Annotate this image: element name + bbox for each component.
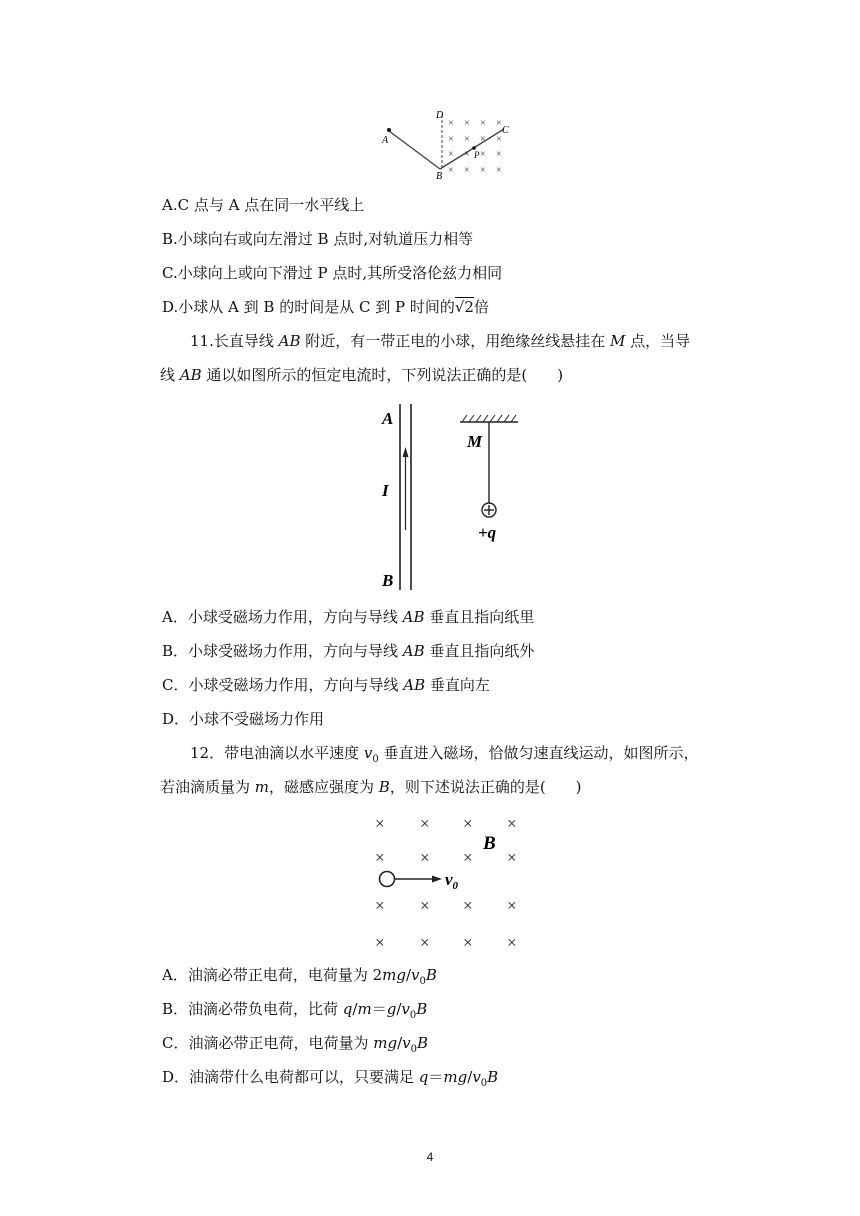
q12-option-c: C．油滴必带正电荷，电荷量为 $mg/v_0B$ <box>162 1034 429 1055</box>
oil-drop <box>380 872 395 887</box>
suspension-point-m: M <box>467 432 483 451</box>
field-label-b: B <box>483 833 496 854</box>
q10-option-b: B.小球向右或向左滑过 B 点时,对轨道压力相等 <box>162 230 474 248</box>
svg-text:×: × <box>480 118 486 129</box>
current-label-i: I <box>382 481 389 500</box>
q10-track-figure <box>376 105 516 181</box>
q10-option-c: C.小球向上或向下滑过 P 点时,其所受洛伦兹力相同 <box>162 264 503 282</box>
svg-text:×: × <box>375 933 385 952</box>
svg-text:×: × <box>507 814 517 833</box>
charge-label: +q <box>478 523 497 542</box>
svg-text:×: × <box>448 118 454 129</box>
svg-text:×: × <box>420 933 430 952</box>
svg-text:×: × <box>463 848 473 867</box>
q12-field-figure <box>366 808 536 956</box>
velocity-label: $v_0$ <box>445 870 459 892</box>
svg-text:×: × <box>420 848 430 867</box>
svg-text:×: × <box>448 149 454 160</box>
svg-text:×: × <box>375 848 385 867</box>
q11-option-c: C．小球受磁场力作用，方向与导线 AB 垂直向左 <box>162 676 490 694</box>
svg-text:×: × <box>463 896 473 915</box>
svg-text:×: × <box>463 933 473 952</box>
q12-stem-line1: 12．带电油滴以水平速度 $v_0$ 垂直进入磁场，恰做匀速直线运动，如图所示， <box>190 744 699 765</box>
page-number: 4 <box>426 1150 434 1164</box>
label-p: P <box>474 150 480 160</box>
svg-text:×: × <box>463 814 473 833</box>
q11-stem-line2: 线 AB 通以如图所示的恒定电流时，下列说法正确的是( ) <box>160 366 564 384</box>
current-arrow-icon <box>403 447 409 457</box>
wire-label-b: B <box>382 571 394 590</box>
svg-text:×: × <box>496 118 502 129</box>
svg-text:×: × <box>480 134 486 145</box>
svg-text:×: × <box>507 933 517 952</box>
svg-text:×: × <box>480 165 486 176</box>
svg-text:×: × <box>464 134 470 145</box>
sqrt-two: √2 <box>454 298 474 316</box>
svg-text:×: × <box>496 149 502 160</box>
svg-text:×: × <box>420 896 430 915</box>
label-d: D <box>436 110 444 121</box>
svg-text:×: × <box>448 165 454 176</box>
svg-text:×: × <box>496 165 502 176</box>
svg-text:×: × <box>464 165 470 176</box>
svg-text:×: × <box>507 896 517 915</box>
q11-option-a: A．小球受磁场力作用，方向与导线 AB 垂直且指向纸里 <box>162 608 535 626</box>
q11-option-d: D．小球不受磁场力作用 <box>162 710 325 728</box>
label-c: C <box>502 125 509 136</box>
svg-text:×: × <box>375 896 385 915</box>
q10-option-a: A.C 点与 A 点在同一水平线上 <box>162 196 365 214</box>
svg-text:×: × <box>480 149 486 160</box>
velocity-arrow-icon <box>432 876 442 883</box>
wire-label-a: A <box>382 409 394 428</box>
label-b: B <box>436 171 443 181</box>
q11-stem-line1: 11.长直导线 AB 附近，有一带正电的小球，用绝缘丝线悬挂在 M 点，当导 <box>190 332 691 350</box>
q12-option-d: D．油滴带什么电荷都可以，只要满足 $q=mg/v_0B$ <box>162 1068 499 1089</box>
q12-option-a: A．油滴必带正电荷，电荷量为 $2mg/v_0B$ <box>162 966 437 987</box>
q12-option-b: B．油滴必带负电荷，比荷 $q/m=g/v_0B$ <box>162 1000 428 1021</box>
svg-text:×: × <box>507 848 517 867</box>
q11-wire-figure <box>370 400 530 592</box>
q11-option-b: B．小球受磁场力作用，方向与导线 AB 垂直且指向纸外 <box>162 642 535 660</box>
svg-text:×: × <box>420 814 430 833</box>
svg-text:×: × <box>464 149 470 160</box>
q10-option-d: D.小球从 A 到 B 的时间是从 C 到 P 时间的√2倍 <box>162 298 489 316</box>
svg-text:×: × <box>464 118 470 129</box>
svg-text:×: × <box>375 814 385 833</box>
svg-text:×: × <box>496 134 502 145</box>
label-a: A <box>382 135 389 146</box>
svg-text:×: × <box>448 134 454 145</box>
q12-stem-line2: 若油滴质量为 m，磁感应强度为 B，则下述说法正确的是( ) <box>160 778 582 796</box>
ceiling-hatch <box>462 415 516 422</box>
